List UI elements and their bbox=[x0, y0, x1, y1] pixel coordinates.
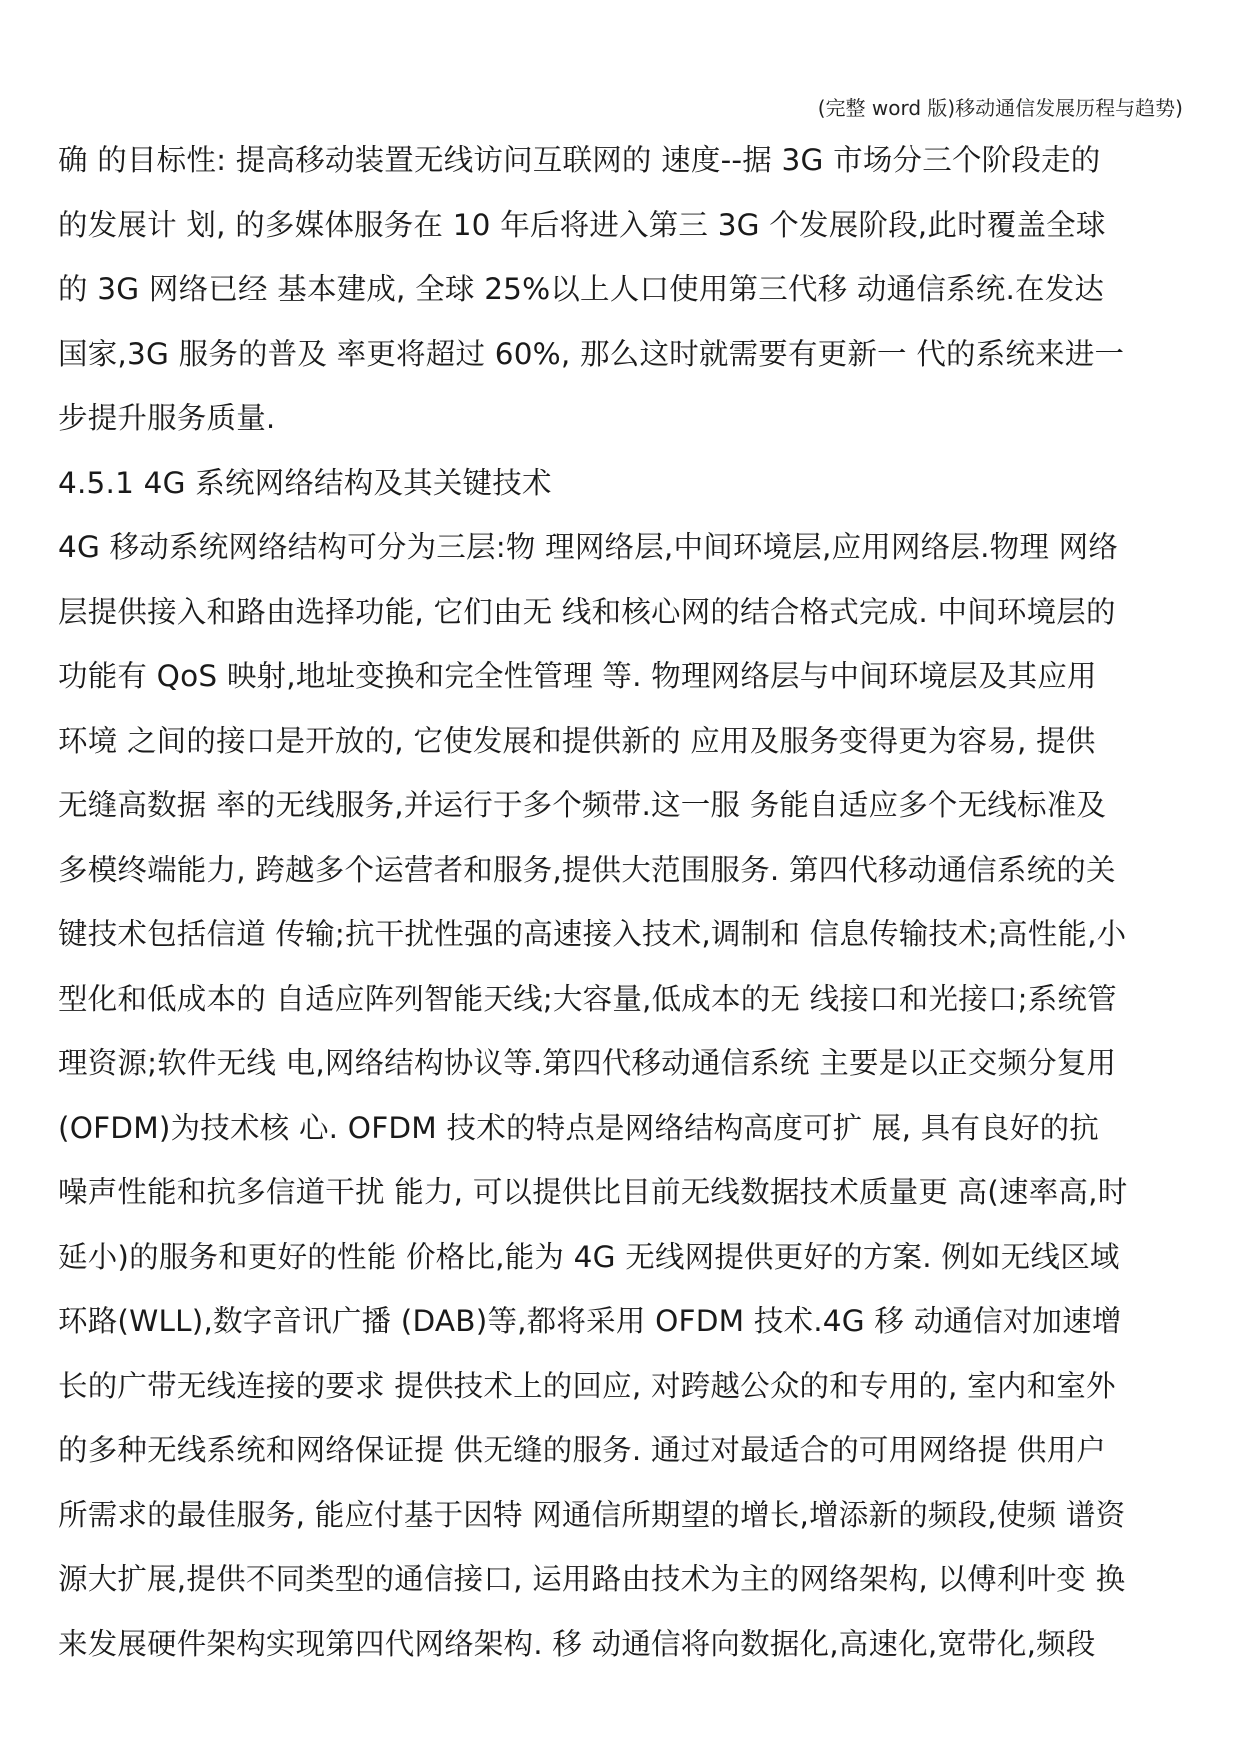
document-body bbox=[58, 128, 1193, 1676]
text-line: 层提供接入和路由选择功能, 它们由无 线和核心网的结合格式完成. 中间环境层的 bbox=[58, 594, 1116, 629]
text-line: 多模终端能力, 跨越多个运营者和服务,提供大范围服务. 第四代移动通信系统的关 bbox=[58, 852, 1116, 887]
text-line: 的多种无线系统和网络保证提 供无缝的服务. 通过对最适合的可用网络提 供用户 bbox=[58, 1433, 1107, 1467]
text-line: 环路(WLL),数字音讯广播 (DAB)等,都将采用 OFDM 技术.4G 移 动通信对加速增 bbox=[58, 1304, 1122, 1338]
text-line: 所需求的最佳服务, 能应付基于因特 网通信所期望的增长,增添新的频段,使频 谱资 bbox=[58, 1497, 1126, 1532]
text-line: 功能有 QoS 映射,地址变换和完全性管理 等. 物理网络层与中间环境层及其应用 bbox=[58, 659, 1097, 693]
text-line: 长的广带无线连接的要求 提供技术上的回应, 对跨越公众的和专用的, 室内和室外 bbox=[58, 1368, 1116, 1403]
text-line: 噪声性能和抗多信道干扰 能力, 可以提供比目前无线数据技术质量更 高(速率高,时 bbox=[58, 1175, 1128, 1209]
text-line: 环境 之间的接口是开放的, 它使发展和提供新的 应用及服务变得更为容易, 提供 bbox=[58, 723, 1096, 758]
text-line: (OFDM)为技术核 心. OFDM 技术的特点是网络结构高度可扩 展, 具有良好的抗 bbox=[58, 1110, 1099, 1145]
text-line: 步提升服务质量. bbox=[58, 401, 276, 435]
text-line: 来发展硬件架构实现第四代网络架构. 移 动通信将向数据化,高速化,宽带化,频段 bbox=[58, 1626, 1096, 1661]
text-line: 理资源;软件无线 电,网络结构协议等.第四代移动通信系统 主要是以正交频分复用 bbox=[58, 1046, 1117, 1080]
text-line: 国家,3G 服务的普及 率更将超过 60%, 那么这时就需要有更新一 代的系统来进一 bbox=[58, 336, 1125, 371]
text-line: 无缝高数据 率的无线服务,并运行于多个频带.这一服 务能自适应多个无线标准及 bbox=[58, 788, 1107, 822]
page-header: (完整 word 版)移动通信发展历程与趋势) bbox=[817, 96, 1183, 120]
text-line: 延小)的服务和更好的性能 价格比,能为 4G 无线网提供更好的方案. 例如无线区域 bbox=[58, 1239, 1120, 1274]
text-line: 的 3G 网络已经 基本建成, 全球 25%以上人口使用第三代移 动通信系统.在发达 bbox=[58, 272, 1105, 306]
text-line: 4G 移动系统网络结构可分为三层:物 理网络层,中间环境层,应用网络层.物理 网络 bbox=[58, 530, 1119, 564]
text-line: 的发展计 划, 的多媒体服务在 10 年后将进入第三 3G 个发展阶段,此时覆盖全球 bbox=[58, 207, 1106, 242]
text-line: 型化和低成本的 自适应阵列智能天线;大容量,低成本的无 线接口和光接口;系统管 bbox=[58, 981, 1117, 1016]
text-line: 键技术包括信道 传输;抗干扰性强的高速接入技术,调制和 信息传输技术;高性能,小 bbox=[58, 917, 1127, 951]
text-line: 源大扩展,提供不同类型的通信接口, 运用路由技术为主的网络架构, 以傅利叶变 换 bbox=[58, 1562, 1126, 1596]
text-line: 确 的目标性: 提高移动装置无线访问互联网的 速度--据 3G 市场分三个阶段走的 bbox=[58, 143, 1101, 177]
section-heading: 4.5.1 4G 系统网络结构及其关键技术 bbox=[58, 465, 552, 500]
